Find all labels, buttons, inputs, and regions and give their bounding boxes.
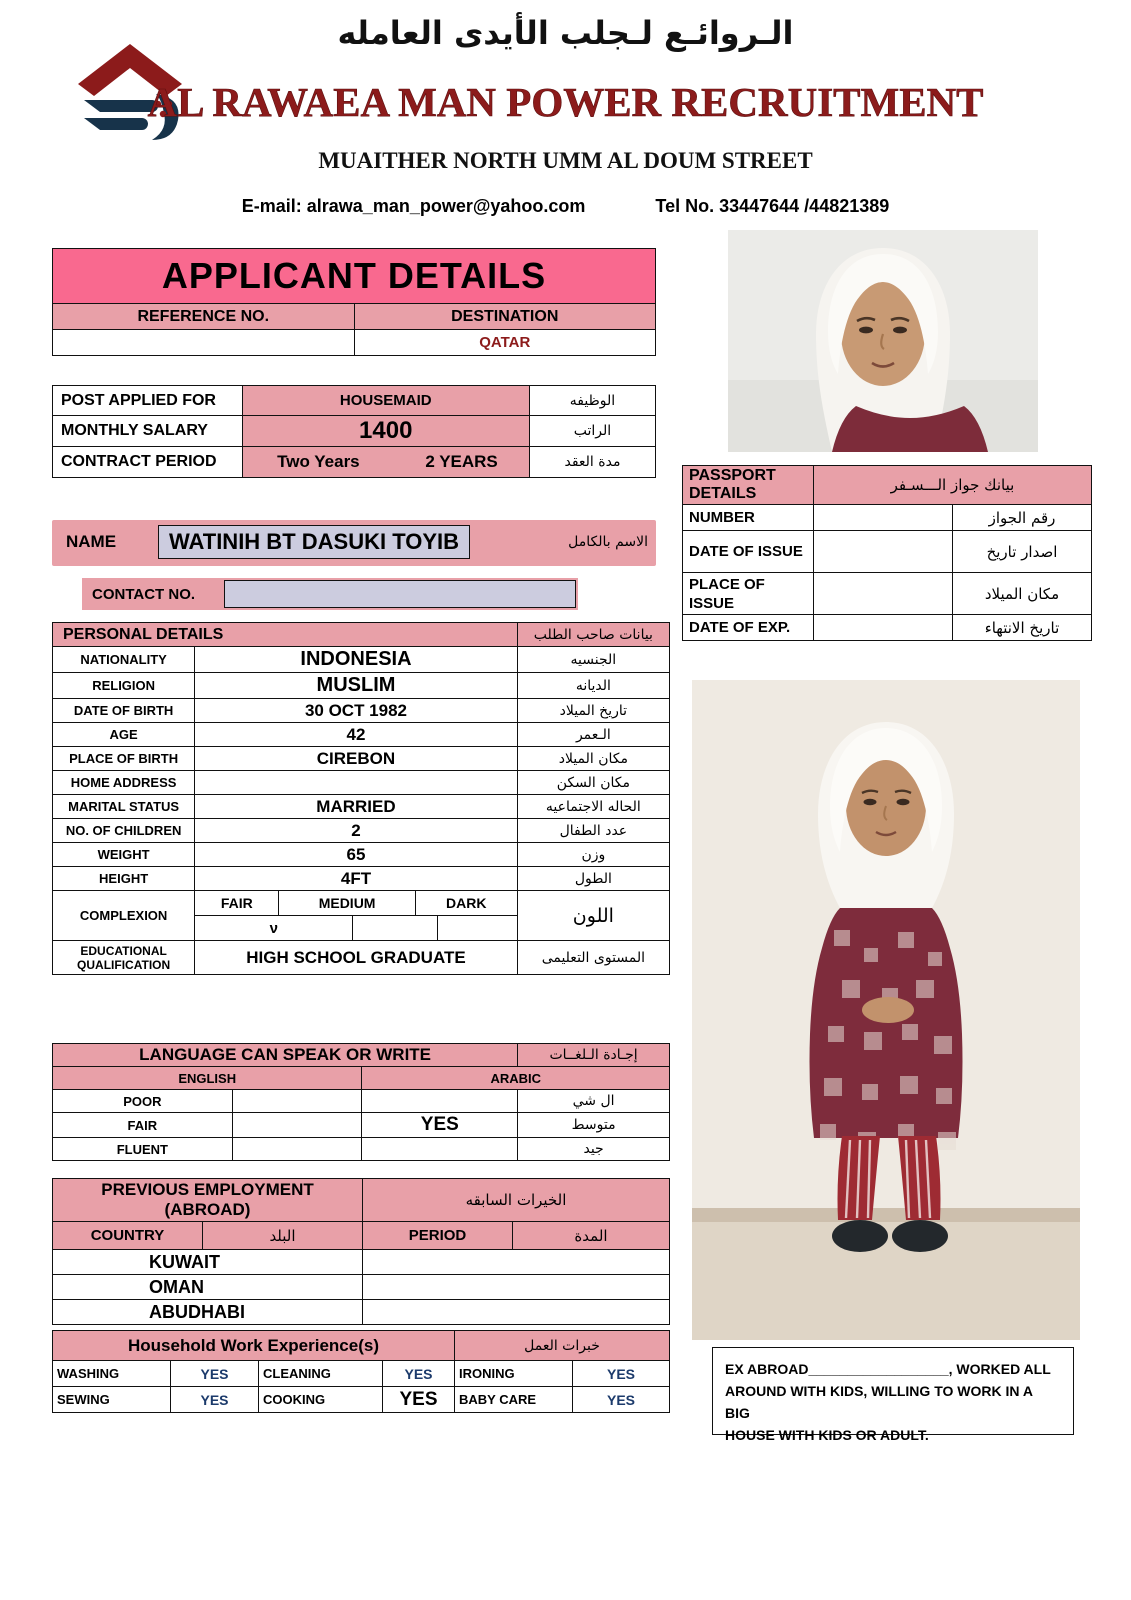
date-of-birth-arabic: تاريخ الميلاد bbox=[517, 699, 669, 723]
height-label: HEIGHT bbox=[53, 867, 195, 891]
name-arabic: الاسم بالكامل bbox=[568, 534, 648, 550]
education-arabic: المستوى التعليمى bbox=[517, 941, 669, 975]
remarks-note-box bbox=[712, 1347, 1074, 1443]
post-applied-arabic: الوظيفه bbox=[529, 386, 655, 416]
complexion-option-medium: MEDIUM bbox=[279, 891, 415, 915]
post-applied-table bbox=[52, 385, 656, 478]
passport-details-title: PASSPORT DETAILS bbox=[683, 466, 814, 505]
table-row bbox=[683, 531, 1092, 573]
language-poor-arabic-col[interactable] bbox=[362, 1090, 518, 1113]
religion-arabic: الديانه bbox=[517, 673, 669, 699]
personal-details-block bbox=[52, 622, 670, 975]
household-label-baby-care: BABY CARE bbox=[455, 1387, 573, 1413]
previous-employment-title: PREVIOUS EMPLOYMENT (ABROAD) bbox=[53, 1179, 363, 1222]
previous-employment-title-arabic: الخيرات السابقه bbox=[363, 1179, 670, 1222]
language-row-label-fair: FAIR bbox=[53, 1113, 233, 1138]
reference-no-label: REFERENCE NO. bbox=[53, 304, 355, 330]
language-fair-arabic-label: متوسط bbox=[518, 1113, 670, 1138]
place-of-birth-value[interactable]: CIREBON bbox=[195, 747, 518, 771]
post-applied-value[interactable]: HOUSEMAID bbox=[242, 386, 529, 416]
reference-no-value[interactable] bbox=[53, 330, 355, 356]
passport-number-arabic: رقم الجواز bbox=[952, 505, 1091, 531]
contract-period-arabic: مدة العقد bbox=[529, 447, 655, 478]
language-row-label-fluent: FLUENT bbox=[53, 1138, 233, 1161]
personal-details-table bbox=[52, 622, 670, 975]
contact-no-input[interactable] bbox=[224, 580, 576, 608]
passport-issue-date-arabic: اصدار تاريخ bbox=[952, 531, 1091, 573]
weight-label: WEIGHT bbox=[53, 843, 195, 867]
name-row bbox=[52, 520, 656, 566]
previous-employment-period-3[interactable] bbox=[363, 1300, 670, 1325]
marital-status-label: MARITAL STATUS bbox=[53, 795, 195, 819]
language-col-english: ENGLISH bbox=[53, 1067, 362, 1090]
company-arabic-title: الـروائـع لـجلب الأيدى العامله bbox=[337, 14, 794, 52]
company-street: MUAITHER NORTH UMM AL DOUM STREET bbox=[318, 148, 813, 173]
household-work-block bbox=[52, 1330, 670, 1413]
language-poor-arabic-label: ال شي bbox=[518, 1090, 670, 1113]
complexion-option-dark: DARK bbox=[446, 895, 487, 911]
contract-period-value[interactable]: Two Years bbox=[277, 452, 360, 471]
passport-details-block bbox=[682, 465, 1092, 641]
household-label-washing: WASHING bbox=[53, 1361, 171, 1387]
destination-label: DESTINATION bbox=[354, 304, 656, 330]
complexion-option-fair: FAIR bbox=[195, 891, 279, 915]
household-work-table bbox=[52, 1330, 670, 1413]
household-label-cleaning: CLEANING bbox=[259, 1361, 383, 1387]
table-row bbox=[683, 615, 1092, 641]
previous-employment-col-period-arabic: المدة bbox=[513, 1222, 670, 1250]
religion-label: RELIGION bbox=[53, 673, 195, 699]
previous-employment-col-period: PERIOD bbox=[363, 1222, 513, 1250]
complexion-label: COMPLEXION bbox=[53, 891, 195, 941]
previous-employment-col-country-arabic: البلد bbox=[203, 1222, 363, 1250]
passport-issue-date-label: DATE OF ISSUE bbox=[683, 531, 814, 573]
passport-issue-place-label: PLACE OF ISSUE bbox=[683, 573, 814, 615]
nationality-arabic: الجنسيه bbox=[517, 647, 669, 673]
previous-employment-table bbox=[52, 1178, 670, 1325]
post-applied-block bbox=[52, 385, 656, 478]
household-value-baby-care[interactable]: YES bbox=[573, 1387, 670, 1413]
household-value-washing[interactable]: YES bbox=[171, 1361, 259, 1387]
language-table bbox=[52, 1043, 670, 1161]
language-fluent-english[interactable] bbox=[232, 1138, 362, 1161]
monthly-salary-value[interactable]: 1400 bbox=[242, 416, 529, 447]
contract-period-label: CONTRACT PERIOD bbox=[53, 447, 243, 478]
language-row-label-poor: POOR bbox=[53, 1090, 233, 1113]
applicant-details-block bbox=[52, 248, 656, 356]
table-row bbox=[683, 573, 1092, 615]
company-contact-row bbox=[0, 196, 1131, 217]
household-value-ironing[interactable]: YES bbox=[573, 1361, 670, 1387]
language-block bbox=[52, 1043, 670, 1161]
date-of-birth-value[interactable]: 30 OCT 1982 bbox=[195, 699, 518, 723]
height-value[interactable]: 4FT bbox=[195, 867, 518, 891]
household-value-cooking[interactable]: YES bbox=[383, 1387, 455, 1413]
post-applied-label: POST APPLIED FOR bbox=[53, 386, 243, 416]
company-name: AL RAWAEA MAN POWER RECRUITMENT bbox=[147, 79, 984, 125]
note-line-2: AROUND WITH KIDS, WILLING TO WORK IN A BIG bbox=[725, 1383, 1033, 1421]
personal-details-title: PERSONAL DETAILS bbox=[53, 623, 518, 647]
previous-employment-country-2[interactable]: OMAN bbox=[53, 1275, 363, 1300]
household-value-cleaning[interactable]: YES bbox=[383, 1361, 455, 1387]
education-label: EDUCATIONAL QUALIFICATION bbox=[53, 941, 195, 975]
passport-details-title-arabic: بيانك جواز الـــسـفر bbox=[813, 466, 1091, 505]
complexion-arabic: اللون bbox=[517, 891, 669, 941]
weight-value[interactable]: 65 bbox=[195, 843, 518, 867]
passport-issue-date-value[interactable] bbox=[813, 531, 952, 573]
language-fair-english[interactable] bbox=[232, 1113, 362, 1138]
complexion-mark-medium[interactable] bbox=[353, 916, 437, 940]
nationality-label: NATIONALITY bbox=[53, 647, 195, 673]
monthly-salary-arabic: الراتب bbox=[529, 416, 655, 447]
applicant-fullbody-photo bbox=[692, 680, 1080, 1340]
passport-issue-place-arabic: مكان الميلاد bbox=[952, 573, 1091, 615]
complexion-mark-dark[interactable] bbox=[437, 916, 517, 940]
contract-period-value-alt[interactable]: 2 YEARS bbox=[425, 452, 498, 471]
contact-no-row bbox=[82, 578, 578, 610]
age-value[interactable]: 42 bbox=[195, 723, 518, 747]
language-poor-english[interactable] bbox=[232, 1090, 362, 1113]
date-of-birth-label: DATE OF BIRTH bbox=[53, 699, 195, 723]
name-label: NAME bbox=[66, 532, 117, 551]
email-label: E-mail: bbox=[241, 196, 302, 216]
children-arabic: عدد الطفال bbox=[517, 819, 669, 843]
household-label-sewing: SEWING bbox=[53, 1387, 171, 1413]
passport-expiry-arabic: تاريخ الانتهاء bbox=[952, 615, 1091, 641]
telephone-value: Tel No. 33447644 /44821389 bbox=[655, 196, 890, 216]
document-header bbox=[0, 0, 1131, 232]
passport-issue-place-value[interactable] bbox=[813, 573, 952, 615]
contact-no-label: CONTACT NO. bbox=[92, 586, 196, 603]
language-col-arabic: ARABIC bbox=[362, 1067, 670, 1090]
place-of-birth-arabic: مكان الميلاد bbox=[517, 747, 669, 771]
personal-details-title-arabic: بيانات صاحب الطلب bbox=[517, 623, 669, 647]
language-fair-arabic-col[interactable]: YES bbox=[362, 1113, 518, 1138]
previous-employment-col-country: COUNTRY bbox=[53, 1222, 203, 1250]
children-value[interactable]: 2 bbox=[195, 819, 518, 843]
note-line-3: HOUSE WITH KIDS OR ADULT. bbox=[725, 1427, 929, 1443]
name-input[interactable]: WATINIH BT DASUKI TOYIB bbox=[158, 525, 470, 559]
education-value[interactable]: HIGH SCHOOL GRADUATE bbox=[195, 941, 518, 975]
passport-expiry-label: DATE OF EXP. bbox=[683, 615, 814, 641]
age-arabic: الـعمر bbox=[517, 723, 669, 747]
language-title-arabic: إجـادة الـلغــات bbox=[518, 1044, 670, 1067]
previous-employment-period-2[interactable] bbox=[363, 1275, 670, 1300]
passport-number-value[interactable] bbox=[813, 505, 952, 531]
household-label-cooking: COOKING bbox=[259, 1387, 383, 1413]
marital-status-arabic: الحاله الاجتماعيه bbox=[517, 795, 669, 819]
place-of-birth-label: PLACE OF BIRTH bbox=[53, 747, 195, 771]
household-title-arabic: خبرات العمل bbox=[455, 1331, 670, 1361]
applicant-portrait-photo bbox=[728, 230, 1038, 452]
table-row bbox=[683, 505, 1092, 531]
table-row bbox=[53, 1361, 670, 1387]
language-title: LANGUAGE CAN SPEAK OR WRITE bbox=[53, 1044, 518, 1067]
religion-value[interactable]: MUSLIM bbox=[195, 673, 518, 699]
monthly-salary-label: MONTHLY SALARY bbox=[53, 416, 243, 447]
applicant-details-title: APPLICANT DETAILS bbox=[53, 249, 656, 304]
home-address-label: HOME ADDRESS bbox=[53, 771, 195, 795]
marital-status-value[interactable]: MARRIED bbox=[195, 795, 518, 819]
language-fluent-arabic-label: جيد bbox=[518, 1138, 670, 1161]
household-value-sewing[interactable]: YES bbox=[171, 1387, 259, 1413]
previous-employment-block bbox=[52, 1178, 670, 1325]
table-row bbox=[53, 1250, 670, 1275]
home-address-value[interactable] bbox=[195, 771, 518, 795]
previous-employment-country-3[interactable]: ABUDHABI bbox=[53, 1300, 363, 1325]
applicant-details-table bbox=[52, 248, 656, 356]
previous-employment-country-1[interactable]: KUWAIT bbox=[53, 1250, 363, 1275]
table-row bbox=[53, 1275, 670, 1300]
table-row bbox=[53, 1387, 670, 1413]
nationality-value[interactable]: INDONESIA bbox=[195, 647, 518, 673]
complexion-mark-fair[interactable]: ν bbox=[195, 916, 353, 940]
passport-details-table bbox=[682, 465, 1092, 641]
email-block bbox=[242, 196, 586, 217]
destination-value[interactable]: QATAR bbox=[354, 330, 656, 356]
note-line-1: EX ABROAD__________________, WORKED ALL bbox=[725, 1361, 1051, 1377]
weight-arabic: وزن bbox=[517, 843, 669, 867]
previous-employment-period-1[interactable] bbox=[363, 1250, 670, 1275]
household-label-ironing: IRONING bbox=[455, 1361, 573, 1387]
language-fluent-arabic-col[interactable] bbox=[362, 1138, 518, 1161]
age-label: AGE bbox=[53, 723, 195, 747]
table-row bbox=[53, 1300, 670, 1325]
household-title: Household Work Experience(s) bbox=[53, 1331, 455, 1361]
home-address-arabic: مكان السكن bbox=[517, 771, 669, 795]
passport-number-label: NUMBER bbox=[683, 505, 814, 531]
children-label: NO. OF CHILDREN bbox=[53, 819, 195, 843]
email-value: alrawa_man_power@yahoo.com bbox=[306, 196, 586, 216]
passport-expiry-value[interactable] bbox=[813, 615, 952, 641]
height-arabic: الطول bbox=[517, 867, 669, 891]
